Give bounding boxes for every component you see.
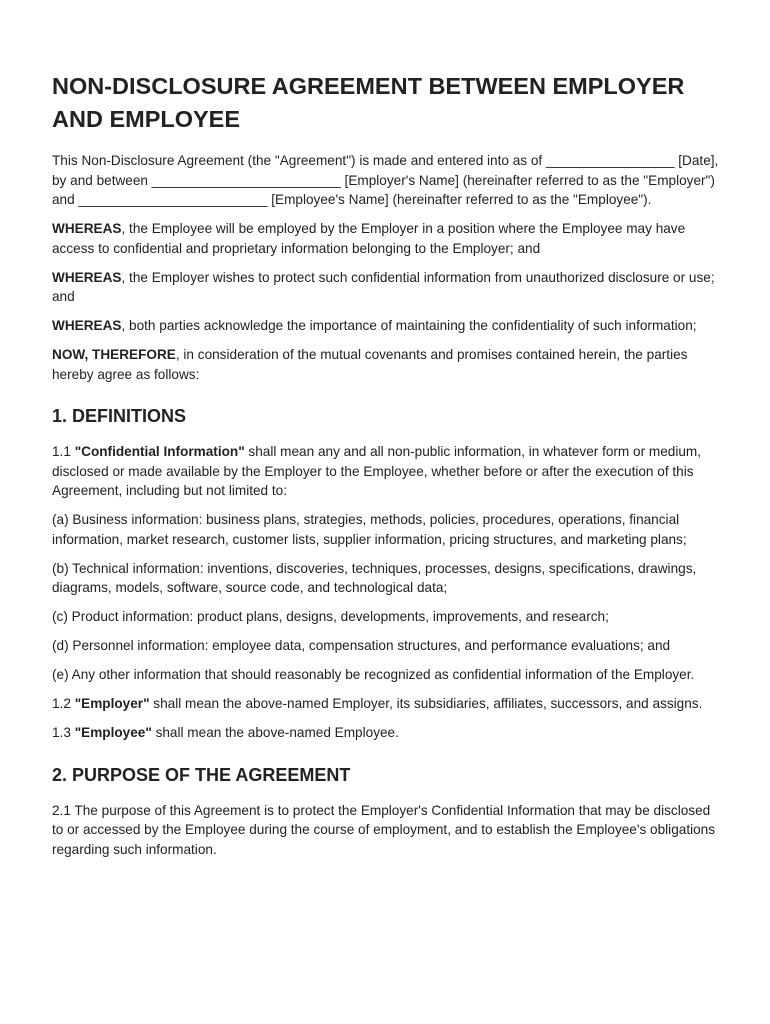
intro-paragraph: This Non-Disclosure Agreement (the "Agreement") is made and entered into as of _________________ [Date], by and between _________________________ [Employer's Name] (hereinafter referred to as the "Employer") and _________________________ [Employee's Name] (hereinafter referred to as the "Employee").: [52, 153, 719, 207]
definition-number: 1.3: [52, 725, 75, 740]
purpose-2-1: 2.1 The purpose of this Agreement is to protect the Employer's Confidential Information that may be disclosed to or accessed by the Employee during the course of employment, and to establish the Employee's obligations regarding such information.: [52, 802, 716, 857]
section-heading-purpose: 2. PURPOSE OF THE AGREEMENT: [52, 764, 351, 785]
definition-term: "Employer": [74, 696, 150, 711]
definition-text: shall mean the above-named Employer, its subsidiaries, affiliates, successors, and assigns.: [149, 696, 703, 711]
definition-text: shall mean the above-named Employee.: [151, 725, 399, 740]
whereas-clause-3: [52, 316, 720, 336]
definition-1-1: [52, 442, 720, 501]
definition-item-c: (c) Product information: product plans, designs, developments, improvements, and research;: [52, 609, 609, 624]
clause-text: , the Employer wishes to protect such confidential information from unauthorized disclosure or use; and: [52, 269, 715, 304]
definition-number: 1.1: [52, 444, 75, 459]
document-title: NON-DISCLOSURE AGREEMENT BETWEEN EMPLOYER AND EMPLOYEE: [52, 73, 685, 132]
definition-item-b: (b) Technical information: inventions, discoveries, techniques, processes, designs, specifications, drawings, diagrams, models, software, source code, and technological data;: [52, 560, 697, 595]
whereas-clause-1: [52, 219, 720, 258]
clause-text: , both parties acknowledge the importance of maintaining the confidentiality of such information;: [121, 318, 697, 333]
clause-lead: WHEREAS: [52, 221, 122, 236]
clause-text: , in consideration of the mutual covenants and promises contained herein, the parties hereby agree as follows:: [52, 347, 688, 382]
definition-term: "Employee": [74, 725, 152, 740]
clause-lead: WHEREAS: [52, 318, 122, 333]
document-page: [52, 70, 720, 869]
whereas-clause-2: [52, 268, 720, 307]
definition-1-3: [52, 723, 720, 743]
definition-item-d: (d) Personnel information: employee data, compensation structures, and performance evaluations; and: [52, 638, 671, 653]
now-therefore-clause: [52, 345, 720, 384]
clause-text: , the Employee will be employed by the Employer in a position where the Employee may have access to confidential and proprietary information belonging to the Employer; and: [52, 221, 686, 256]
clause-lead: WHEREAS: [52, 269, 122, 285]
definition-item-e: (e) Any other information that should reasonably be recognized as confidential information of the Employer.: [52, 667, 695, 682]
section-heading-definitions: 1. DEFINITIONS: [52, 406, 187, 426]
definition-text: shall mean any and all non-public information, in whatever form or medium, disclosed or made available by the Employer to the Employee, whether before or after the execution of this Agreement, including but not limited to:: [52, 444, 702, 498]
definition-number: 1.2: [52, 696, 75, 711]
clause-lead: NOW, THEREFORE: [52, 347, 176, 362]
definition-1-2: [52, 694, 720, 714]
definition-item-a: (a) Business information: business plans, strategies, methods, policies, procedures, operations, financial information, market research, customer lists, supplier information, pricing structures, and marketing plans;: [52, 512, 687, 547]
definition-term: "Confidential Information": [74, 444, 245, 459]
